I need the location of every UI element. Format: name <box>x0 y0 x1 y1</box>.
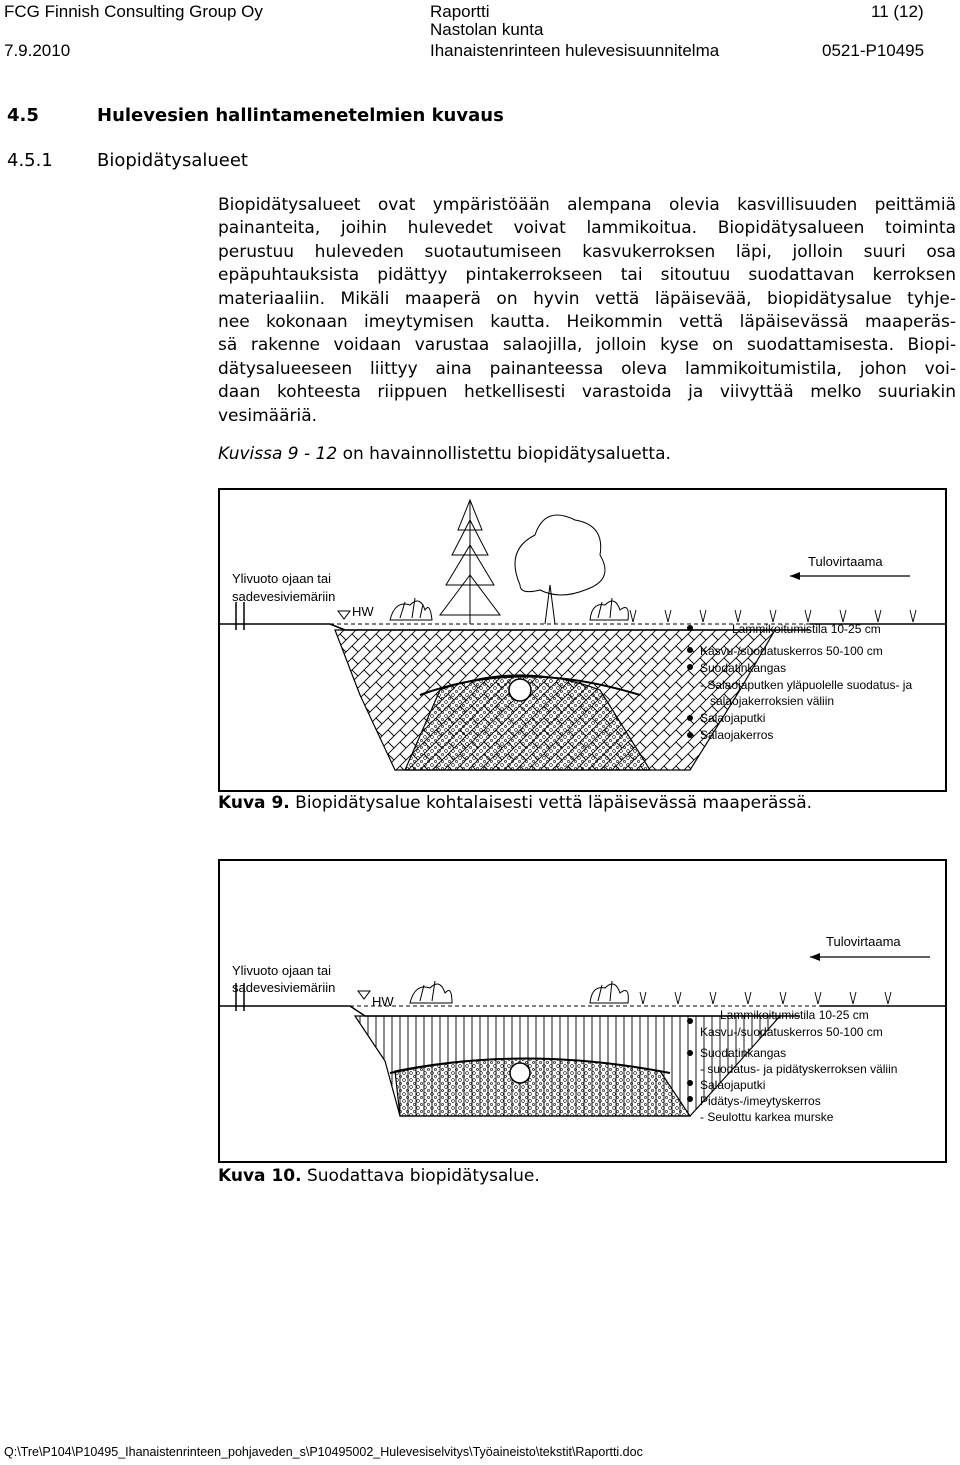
figure-10 <box>218 859 947 1163</box>
body-line: materiaaliin. Mikäli maaperä on hyvin vettä läpäisevää, biopidätysalue tyhje- <box>218 288 956 309</box>
header-project-code: 0521-P10495 <box>822 41 925 60</box>
figure-reference-text: on havainnollistettu biopidätysaluetta. <box>337 444 671 464</box>
figure-reference <box>218 444 671 464</box>
footer-file-path: Q:\Tre\P104\P10495_Ihanaistenrinteen_pohjaveden_s\P10495002_Hulevesiselvitys\Työaineisto\tekstit\Raportti.doc <box>4 1445 643 1459</box>
body-line: dätysalueeseen liittyy aina painanteessa oleva lammikoitumistila, johon voi- <box>218 358 956 379</box>
label-ponding: Lammikoitumistila 10-25 cm <box>732 622 881 636</box>
deciduous-tree <box>515 515 605 624</box>
body-line: Biopidätysalueet ovat ympäristöään alempana olevia kasvillisuuden peittämiä <box>218 195 956 215</box>
label-drain-pipe: Salaojaputki <box>700 1078 766 1092</box>
body-paragraph <box>218 194 956 428</box>
hw-label: HW <box>372 994 394 1009</box>
label-filter-note: - suodatus- ja pidätyskerroksen väliin <box>700 1062 898 1076</box>
overflow-label-1: Ylivuoto ojaan tai <box>232 963 332 978</box>
header-date: 7.9.2010 <box>4 41 71 60</box>
body-line: nee kokonaan imeytymisen kautta. Heikommin vettä läpäisevässä maaperäs- <box>218 312 956 333</box>
subsection-title: Biopidätysalueet <box>97 150 248 171</box>
drain-pipe <box>510 1063 530 1083</box>
label-ponding: Lammikoitumistila 10-25 cm <box>720 1008 869 1022</box>
header-page-number: 11 (12) <box>871 2 924 21</box>
figure-9-caption <box>218 793 812 813</box>
figure-9-caption-number: Kuva 9. <box>218 793 290 813</box>
label-filter-note-2: salaojakerroksien väliin <box>710 694 835 708</box>
inflow-label: Tulovirtaama <box>826 934 901 949</box>
shrub-2 <box>590 598 628 620</box>
shrub-2 <box>590 981 628 1003</box>
label-retention-layer: Pidätys-/imeytyskerros <box>700 1094 821 1108</box>
hw-label: HW <box>352 604 374 619</box>
drain-pipe <box>509 679 531 701</box>
shrub-1 <box>410 981 452 1003</box>
label-drain-pipe: Salaojaputki <box>700 711 766 725</box>
body-line: perustuu huleveden suotautumiseen kasvukerroksen läpi, jolloin suuri osa <box>218 241 956 262</box>
overflow-label-1: Ylivuoto ojaan tai <box>232 571 332 586</box>
overflow-label-2: sadevesiviemäriin <box>232 589 336 604</box>
label-growth-layer: Kasvu-/suodatuskerros 50-100 cm <box>700 1025 883 1039</box>
figure-9-caption-text: Biopidätysalue kohtalaisesti vettä läpäisevässä maaperässä. <box>289 793 813 813</box>
body-line: painanteita, joihin hulevedet voivat lammikoitua. Biopidätysalueen toiminta <box>218 218 956 239</box>
figure-10-caption-number: Kuva 10. <box>218 1166 302 1186</box>
subsection-number: 4.5.1 <box>7 150 53 171</box>
hw-marker <box>338 611 350 619</box>
label-drain-layer: Salaojakerros <box>700 728 774 742</box>
header-company: FCG Finnish Consulting Group Oy <box>4 2 263 21</box>
header-doc-type: Raportti <box>430 2 490 21</box>
label-growth-layer: Kasvu-/suodatuskerros 50-100 cm <box>700 644 883 658</box>
overflow-label-2: sadevesiviemäriin <box>232 980 336 995</box>
figure-10-caption-text: Suodattava biopidätysalue. <box>301 1166 540 1186</box>
label-crushed-stone: - Seulottu karkea murske <box>700 1110 834 1124</box>
body-line: epäpuhtauksista pidättyy pintakerrokseen tai sitoutuu suodattavan kerroksen <box>218 265 956 286</box>
spruce-tree <box>440 500 500 624</box>
label-filter-fabric: Suodatinkangas <box>700 661 787 675</box>
figure-reference-italic: Kuvissa 9 - 12 <box>218 444 338 464</box>
section-number: 4.5 <box>7 105 39 126</box>
header-project: Ihanaistenrinteen hulevesisuunnitelma <box>430 41 720 60</box>
rain-marks <box>630 610 916 622</box>
body-line: daan kohteesta riippuen hetkellisesti varastoida ja viivyttää melko suuriakin <box>218 382 956 403</box>
figure-10-caption <box>218 1166 540 1186</box>
label-filter-fabric: Suodatinkangas <box>700 1046 787 1060</box>
label-filter-note-1: - Salaojaputken yläpuolelle suodatus- ja <box>700 678 913 692</box>
shrub-1 <box>390 598 432 620</box>
body-line: vesimääriä. <box>218 405 318 426</box>
figure-9 <box>218 488 947 792</box>
rain-marks <box>640 992 891 1004</box>
section-title: Hulevesien hallintamenetelmien kuvaus <box>97 105 504 126</box>
body-line: sä rakenne voidaan varustaa salaojilla, jolloin kyse on suodattamisesta. Biopi- <box>218 335 956 356</box>
header-client: Nastolan kunta <box>430 20 544 39</box>
inflow-label: Tulovirtaama <box>808 554 883 569</box>
